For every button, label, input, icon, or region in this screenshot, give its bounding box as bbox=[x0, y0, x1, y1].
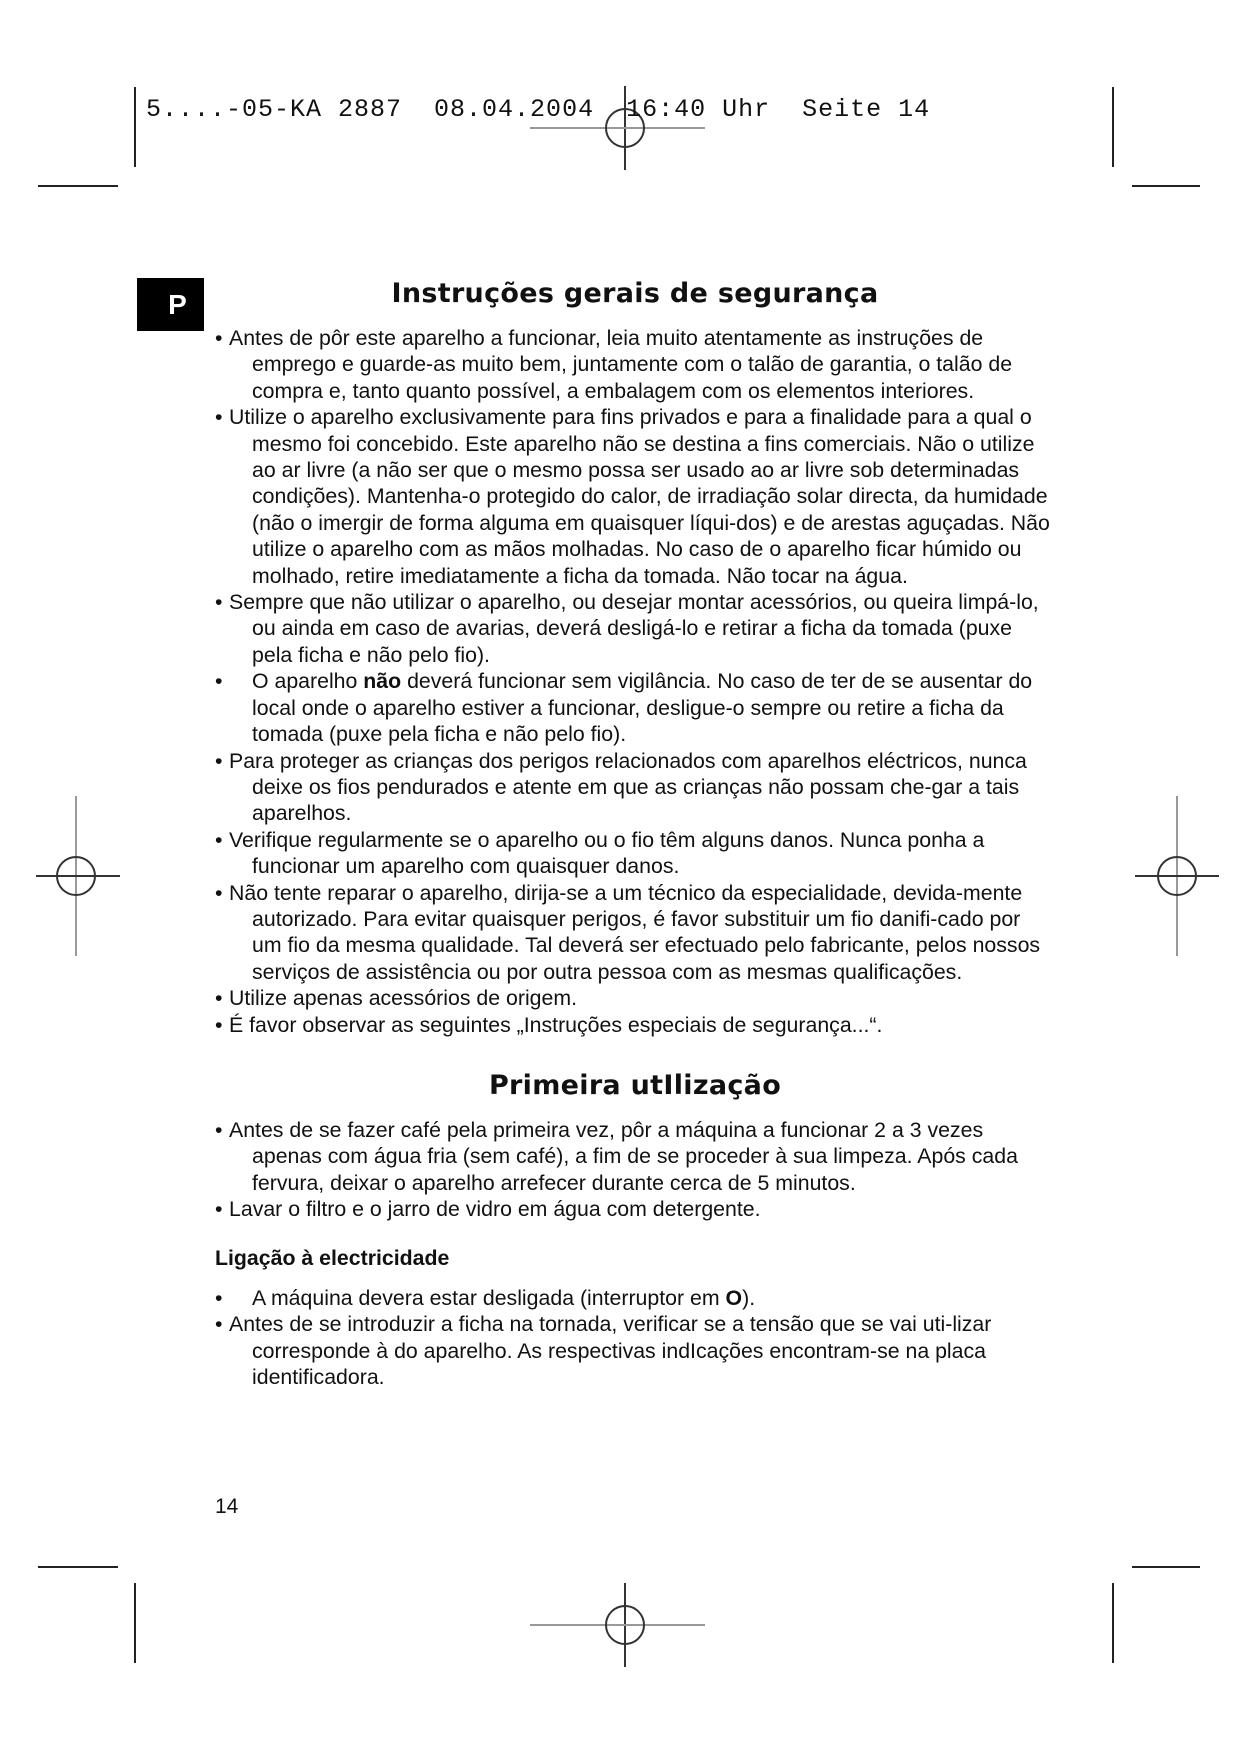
page-content bbox=[215, 276, 1055, 1391]
language-tab: P bbox=[137, 278, 204, 331]
list-item: • Não tente reparar o aparelho, dirija-se a um técnico da especialidade, devida-mente autorizado. Para evitar quaisquer perigos, é favor substituir um fio danifi-cado por um fio da mesma qualidade. Tal deverá ser efectuado pelo fabricante, pelos nossos serviços de assistência ou por outra pessoa com as mesmas qualificações. bbox=[215, 880, 1055, 986]
registration-mark-bottom bbox=[530, 1583, 710, 1667]
list-item: • Antes de se fazer café pela primeira vez, pôr a máquina a funcionar 2 a 3 vezes apenas com água fria (sem café), a fim de se proceder à sua limpeza. Após cada fervura, deixar o aparelho arrefecer durante cerca de 5 minutos. bbox=[215, 1117, 1055, 1196]
list-item bbox=[215, 1285, 1055, 1311]
crop-mark-top-left-horizontal bbox=[38, 185, 118, 187]
section-title-first-use: Primeira utIlização bbox=[488, 1069, 782, 1101]
list-item: • Antes de pôr este aparelho a funcionar, leia muito atentamente as instruções de emprego e guarde-as muito bem, juntamente com o talão de garantia, o talão de compra e, tanto quanto possível, a embalagem com os elementos interiores. bbox=[215, 325, 1055, 404]
crop-mark-bottom-right-horizontal bbox=[1132, 1566, 1200, 1568]
list-item: • Sempre que não utilizar o aparelho, ou desejar montar acessórios, ou queira limpá-lo, ou ainda em caso de avarias, deverá desligá-lo e retirar a ficha da tomada (puxe pela ficha e não pelo fio). bbox=[215, 589, 1055, 668]
print-slug: 5....-05-KA 2887 08.04.2004 16:40 Uhr Seite 14 bbox=[146, 95, 931, 124]
list-item: • Verifique regularmente se o aparelho ou o fio têm alguns danos. Nunca ponha a funcionar um aparelho com quaisquer danos. bbox=[215, 827, 1055, 880]
page-number: 14 bbox=[215, 1495, 239, 1518]
crop-mark-top-right-horizontal bbox=[1132, 185, 1200, 187]
list-item-text: O aparelho bbox=[252, 669, 364, 694]
emphasis-text: não bbox=[363, 669, 402, 694]
subsection-title-electricity: Ligação à electricidade bbox=[215, 1245, 450, 1270]
list-item: • Utilize apenas acessórios de origem. bbox=[215, 985, 1055, 1011]
safety-list bbox=[215, 325, 1055, 1038]
list-item: • Antes de se introduzir a ficha na tornada, verificar se a tensão que se vai uti-lizar corresponde à do aparelho. As respectivas indIcações encontram-se na placa identificadora. bbox=[215, 1311, 1055, 1390]
registration-mark-right bbox=[1135, 796, 1219, 956]
list-item: • Utilize o aparelho exclusivamente para fins privados e para a finalidade para a qual o mesmo foi concebido. Este aparelho não se destina a fins comerciais. Não o utilize ao ar livre (a não ser que o mesmo possa ser usado ao ar livre sob determinadas condições). Mantenha-o protegido do calor, de irradiação solar directa, da humidade (não o imergir de forma alguma em quaisquer líqui-dos) e de arestas aguçadas. Não utilize o aparelho com as mãos molhadas. No caso de o aparelho ficar húmido ou molhado, retire imediatamente a ficha da tomada. Não tocar na água. bbox=[215, 404, 1055, 589]
list-item: • Lavar o filtro e o jarro de vidro em água com detergente. bbox=[215, 1196, 1055, 1222]
emphasis-text: O bbox=[725, 1286, 743, 1310]
first-use-list bbox=[215, 1117, 1055, 1223]
list-item: • É favor observar as seguintes „Instruções especiais de segurança...“. bbox=[215, 1012, 1055, 1038]
list-item-text: A máquina devera estar desligada (interruptor em bbox=[252, 1286, 726, 1310]
crop-mark-bottom-right-vertical bbox=[1112, 1583, 1114, 1663]
electricity-list bbox=[215, 1285, 1055, 1391]
crop-mark-top-left-vertical bbox=[134, 87, 136, 167]
list-item bbox=[215, 668, 1055, 747]
crop-mark-top-right-vertical bbox=[1112, 87, 1114, 167]
list-item-text: deverá funcionar sem vigilância. No caso de ter de se ausentar do local onde o aparelho estiver a funcionar, desligue-o sempre ou retire a ficha da tomada (puxe pela ficha e não pelo fio). bbox=[252, 669, 1033, 747]
registration-mark-left bbox=[36, 796, 120, 956]
crop-mark-bottom-left-vertical bbox=[134, 1583, 136, 1663]
crop-mark-bottom-left-horizontal bbox=[38, 1566, 118, 1568]
section-title-safety: Instruções gerais de segurança bbox=[391, 278, 879, 309]
list-item: • Para proteger as crianças dos perigos relacionados com aparelhos eléctricos, nunca deixe os fios pendurados e atente em que as crianças não possam che-gar a tais aparelhos. bbox=[215, 748, 1055, 827]
list-item-text: ). bbox=[742, 1286, 756, 1310]
